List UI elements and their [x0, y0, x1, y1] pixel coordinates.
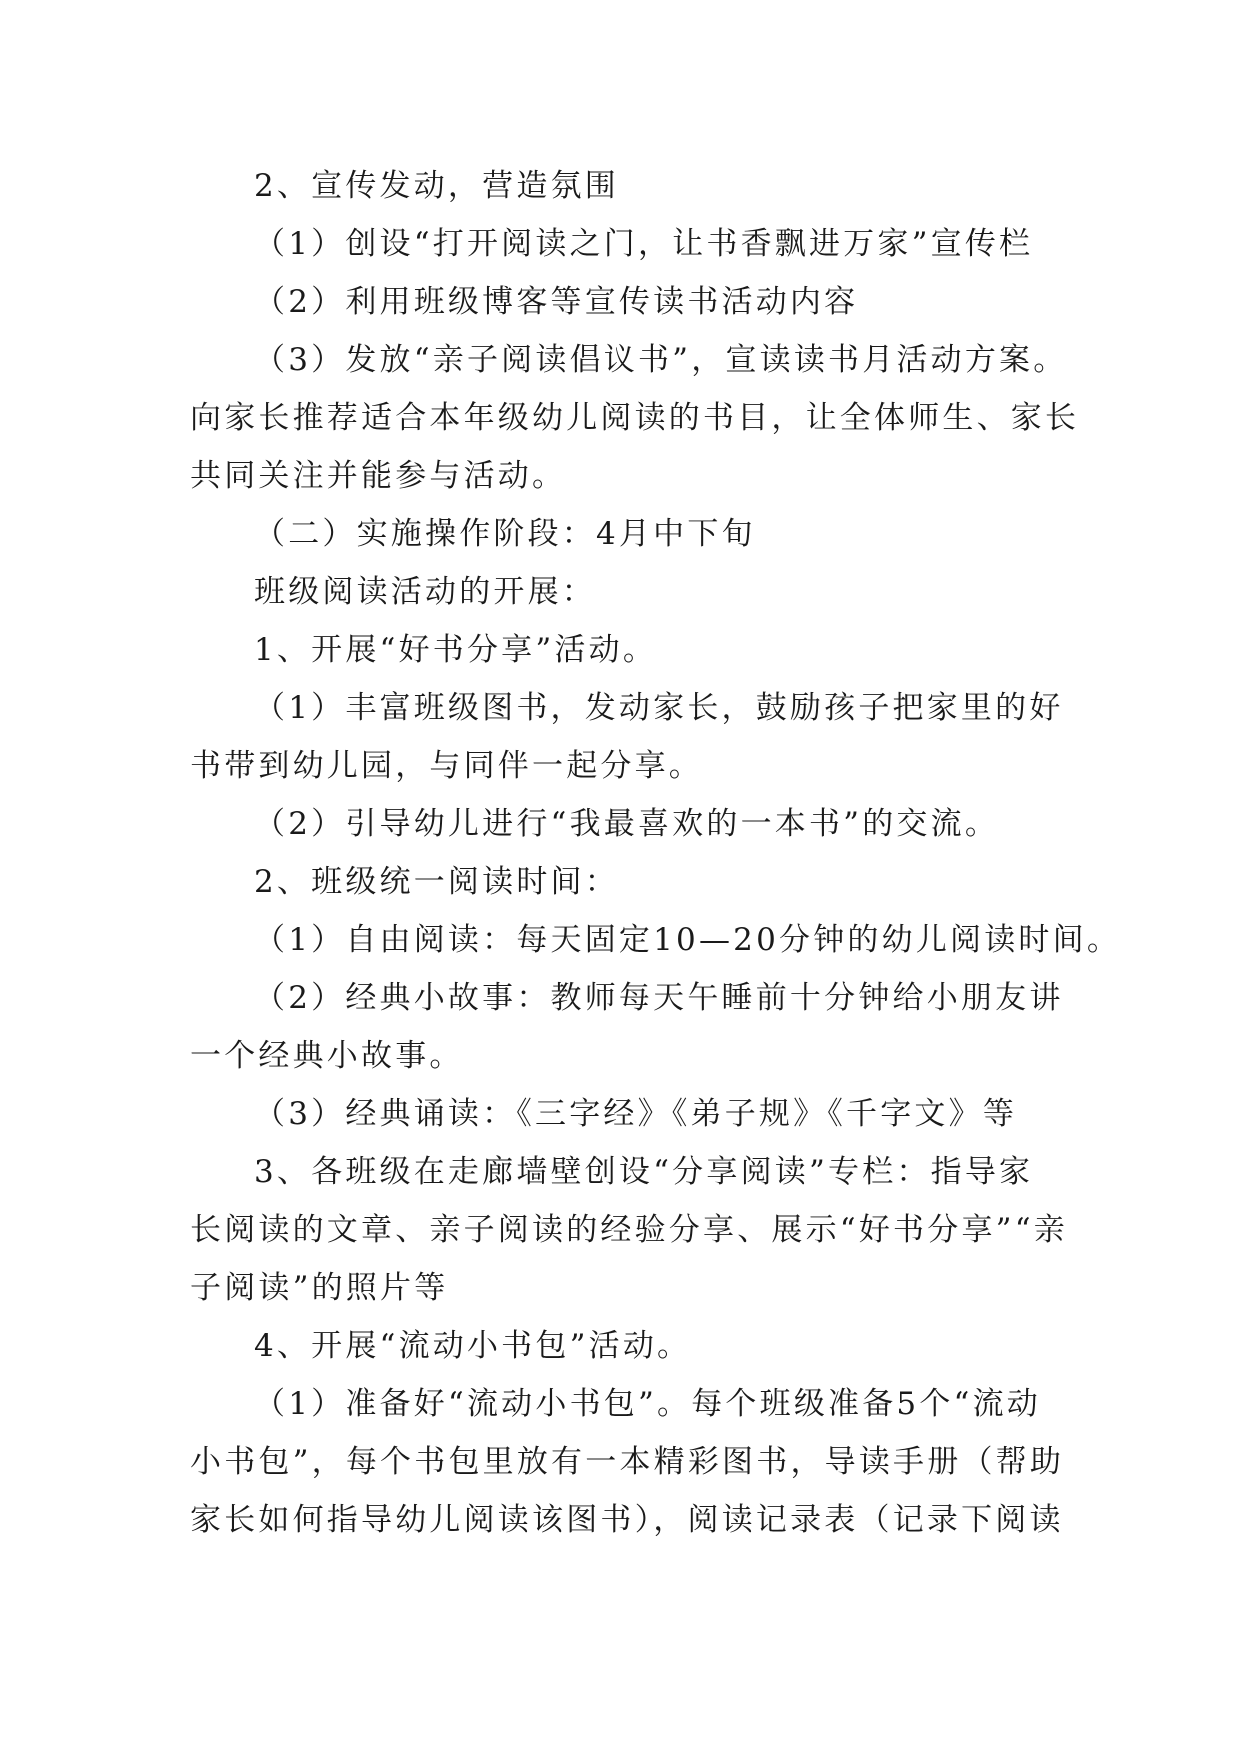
text-line: 2、班级统一阅读时间： — [254, 864, 619, 900]
text-line: （2）利用班级博客等宣传读书活动内容 — [254, 284, 859, 320]
text-line: （2）引导幼儿进行“我最喜欢的一本书”的交流。 — [254, 806, 1000, 842]
text-line: 3、各班级在走廊墙壁创设“分享阅读”专栏：指导家 — [254, 1154, 1034, 1190]
text-line: 家长如何指导幼儿阅读该图书），阅读记录表（记录下阅读 — [190, 1502, 1064, 1538]
text-line: 一个经典小故事。 — [190, 1038, 464, 1074]
document-body — [190, 157, 1122, 1549]
text-line: 4、开展“流动小书包”活动。 — [254, 1328, 692, 1364]
text-line: 班级阅读活动的开展： — [254, 574, 596, 610]
text-line: （1）自由阅读：每天固定10—20分钟的幼儿阅读时间。 — [254, 922, 1122, 958]
text-line: 共同关注并能参与活动。 — [190, 458, 567, 494]
text-line: （1）丰富班级图书，发动家长，鼓励孩子把家里的好 — [254, 690, 1064, 726]
text-line: 小书包”，每个书包里放有一本精彩图书，导读手册（帮助 — [190, 1444, 1065, 1480]
text-line: （2）经典小故事：教师每天午睡前十分钟给小朋友讲 — [254, 980, 1064, 1016]
text-line: 子阅读”的照片等 — [190, 1270, 449, 1306]
text-line: （3）发放“亲子阅读倡议书”，宣读读书月活动方案。 — [254, 342, 1068, 378]
section-heading: （二）实施操作阶段：4月中下旬 — [254, 516, 756, 552]
text-line: 1、开展“好书分享”活动。 — [254, 632, 658, 668]
text-line: 书带到幼儿园，与同伴一起分享。 — [190, 748, 703, 784]
text-line: （1）创设“打开阅读之门，让书香飘进万家”宣传栏 — [254, 226, 1034, 262]
text-line: （1）准备好“流动小书包”。每个班级准备5个“流动 — [254, 1386, 1041, 1422]
text-line: 2、宣传发动，营造氛围 — [254, 168, 619, 204]
text-line: 长阅读的文章、亲子阅读的经验分享、展示“好书分享”“亲 — [190, 1212, 1068, 1248]
text-line: （3）经典诵读：《三字经》《弟子规》《千字文》等 — [254, 1096, 1018, 1132]
text-line: 向家长推荐适合本年级幼儿阅读的书目，让全体师生、家长 — [190, 400, 1080, 436]
